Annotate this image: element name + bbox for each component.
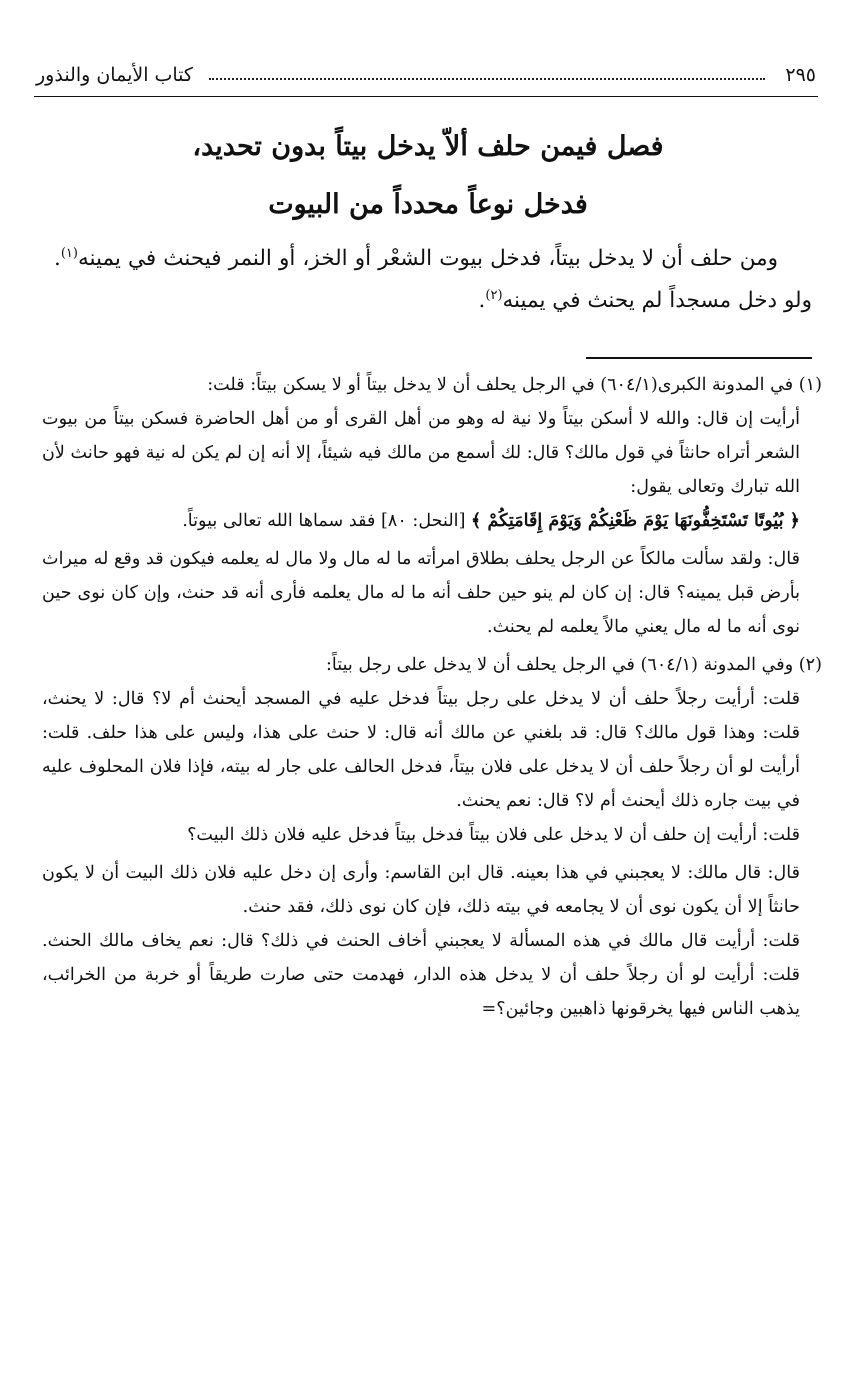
chapter-title-line-2: فدخل نوعاً محدداً من البيوت <box>268 189 588 220</box>
footnote-2-paragraph-2: قلت: أرأيت إن حلف أن لا يدخل على فلان بيتاً فدخل بيتاً فدخل عليه فلان ذلك البيت؟ <box>187 825 800 845</box>
footnote-1-paragraph-2: قال: ولقد سألت مالكاً عن الرجل يحلف بطلاق امرأته ما له مال ولا مال له يعلمه فيكون قد وقع له ميراث بأرض قبل يمينه؟ قال: إن كان لم ينو حين حلف أنه ما له مال يعلمه فأرى أنه قد حنث، وإن كان نوى حين نوى أنه ما له مال يعني مالاً يعلمه لم يحنث. <box>42 549 800 637</box>
main-text-part-1: ومن حلف أن لا يدخل بيتاً، فدخل بيوت الشعْر أو الخز، أو النمر فيحنث في يمينه <box>77 246 778 271</box>
running-header <box>36 58 816 92</box>
main-text <box>54 238 812 322</box>
footnotes <box>42 368 822 1026</box>
footnote-1-question: أرأيت إن قال: والله لا أسكن بيتاً ولا نية له وهو من أهل القرى أو من أهل الحاضرة فسكن بيتاً من بيوت الشعر أتراه حانثاً في قول مالك؟ قال: لك أسمع من مالك فيه شيئاً، إلا أنه إن لم يكن له نية فهو حانث لأن الله تبارك وتعالى يقول: <box>42 409 800 497</box>
chapter-heading <box>40 118 816 234</box>
header-dot-leader <box>209 78 765 80</box>
footnote-2-paragraph-1: قلت: أرأيت رجلاً حلف أن لا يدخل على رجل بيتاً فدخل عليه في المسجد أيحنث أم لا؟ قال: لا يحنث، قلت: وهذا قول مالك؟ قال: قد بلغني عن مالك أنه قال: لا حنث على هذا، وليس على هذا حلف. قلت: أرأيت لو أن رجلاً حلف أن لا يدخل على فلان بيتاً، فدخل الحالف على جار له بيته، فإذا فلان المحلوف عليه في بيت جاره ذلك أيحنث أم لا؟ قال: نعم يحنث. <box>42 689 800 811</box>
footnote-separator <box>586 357 812 359</box>
footnote-1-intro: (١) في المدونة الكبرى(٦٠٤/١) في الرجل يحلف أن لا يدخل بيتاً أو لا يسكن بيتاً: قلت: <box>207 375 822 395</box>
main-paragraph <box>54 238 812 322</box>
book-title: كتاب الأيمان والنذور <box>36 64 193 86</box>
main-text-part-3: . <box>478 288 486 313</box>
header-rule <box>34 96 818 97</box>
footnote-2-paragraph-3: قال: قال مالك: لا يعجبني في هذا بعينه. قال ابن القاسم: وأرى إن دخل عليه فلان ذلك البيت أن لا يكون حانثاً إلا أن يكون نوى أن لا يجامعه في بيته ذلك، فإن كان نوى ذلك، فقد حنث. <box>42 863 800 917</box>
quran-verse: ﴿ بُيُوتًا تَسْتَخِفُّونَهَا يَوْمَ ظَعْنِكُمْ وَيَوْمَ إِقَامَتِكُمْ ﴾ <box>471 510 800 531</box>
footnote-2-intro: (٢) وفي المدونة (٦٠٤/١) في الرجل يحلف أن لا يدخل على رجل بيتاً: <box>325 655 822 675</box>
footnote-1-quran <box>42 504 822 538</box>
main-text-part-2: . ولو دخل مسجداً لم يحنث في يمينه <box>54 246 812 313</box>
footnote-ref-2: (٢) <box>485 287 503 303</box>
page-number: ٢٩٥ <box>785 64 816 86</box>
quran-reference: [النحل: ٨٠] فقد سماها الله تعالى بيوتاً. <box>182 511 472 531</box>
footnote-2-paragraph-4: قلت: أرأيت قال مالك في هذه المسألة لا يعجبني أخاف الحنث في ذلك؟ قال: نعم يخاف مالك الحنث. قلت: أرأيت لو أن رجلاً حلف أن لا يدخل هذه الدار، فهدمت حتى صارت طريقاً أو خربة من الخرائب، يذهب الناس فيها يخرقونها ذاهبين وجائين؟= <box>42 931 800 1019</box>
footnote-ref-1: (١) <box>60 245 78 261</box>
chapter-title-line-1: فصل فيمن حلف ألاّ يدخل بيتاً بدون تحديد، <box>192 131 664 162</box>
